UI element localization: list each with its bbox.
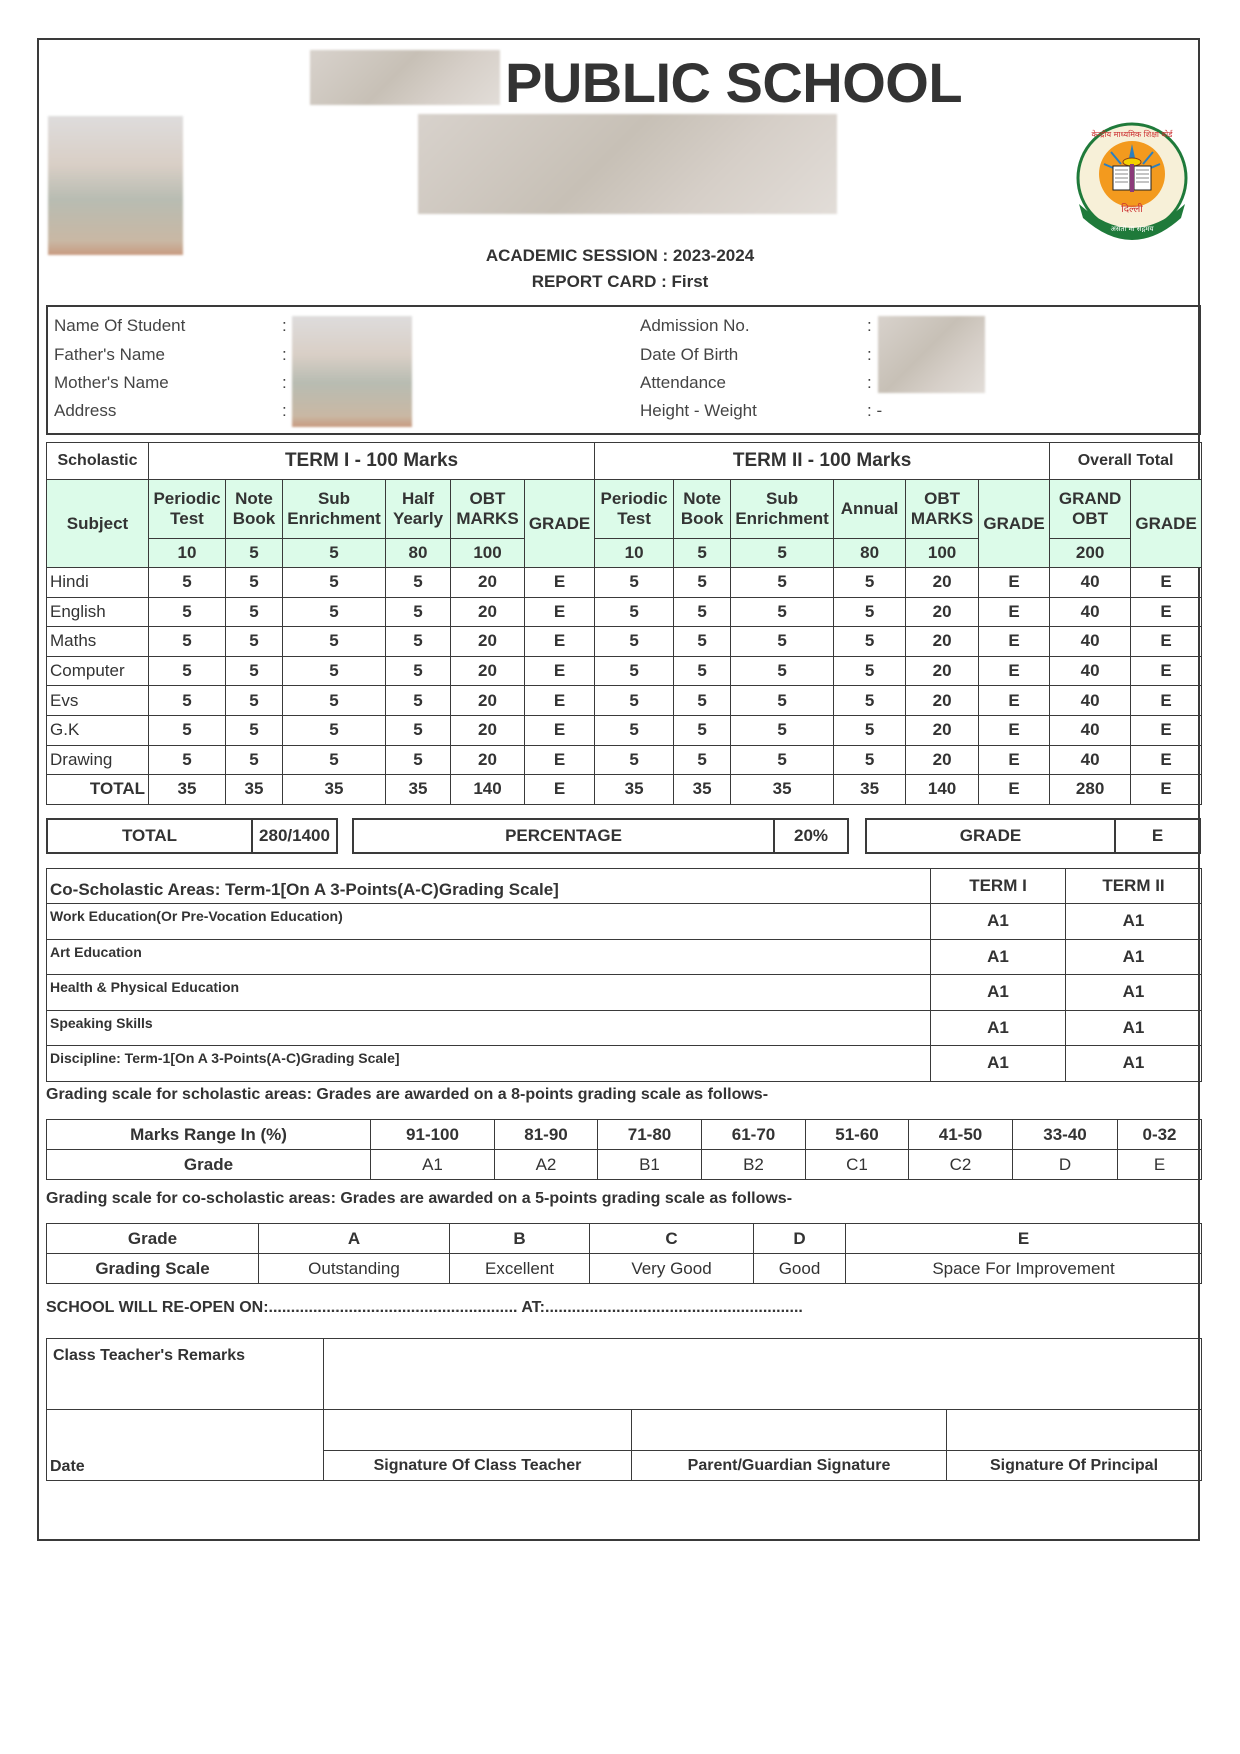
term1-mark: 5 (386, 686, 451, 716)
term1-mark: 5 (226, 627, 283, 657)
co-term2-grade: A1 (1066, 975, 1202, 1011)
co-scale-desc: Outstanding (259, 1254, 450, 1284)
co-area: Art Education (47, 939, 931, 975)
max-marks: 80 (834, 539, 906, 568)
term2-mark: 20 (906, 568, 979, 598)
term1-mark: 5 (149, 686, 226, 716)
subject-cell: English (47, 597, 149, 627)
col-head: Enrichment (735, 509, 829, 528)
term2-mark: 5 (731, 656, 834, 686)
term2-mark: 5 (674, 715, 731, 745)
term1-mark: 5 (283, 656, 386, 686)
term2-mark: 5 (834, 656, 906, 686)
co-scale-desc: Excellent (450, 1254, 590, 1284)
term1-mark: 5 (149, 627, 226, 657)
sep: : (282, 345, 287, 364)
table-row (47, 597, 1202, 627)
term2-mark: 5 (674, 568, 731, 598)
grade-label: GRADE (867, 820, 1116, 852)
svg-text:असतो मा सद्गमय: असतो मा सद्गमय (1110, 225, 1154, 233)
term1-mark: 5 (226, 656, 283, 686)
marks-range: 51-60 (806, 1120, 909, 1150)
subject-cell: Drawing (47, 745, 149, 775)
total-value: 280/1400 (259, 826, 330, 845)
remarks-signature-table (46, 1338, 1202, 1481)
overall-mark: 40 (1050, 597, 1131, 627)
co-scale-desc: Space For Improvement (846, 1254, 1202, 1284)
col-head: Test (617, 509, 651, 528)
scale-grade: C1 (806, 1150, 909, 1180)
term1-mark: 5 (283, 568, 386, 598)
co-scholastic-row (47, 904, 1202, 940)
label-attendance: Attendance (640, 373, 727, 392)
term1-mark: 5 (386, 745, 451, 775)
sep: : (282, 316, 287, 335)
scholastic-table (46, 442, 1202, 805)
marks-range: 41-50 (909, 1120, 1013, 1150)
term1-mark: E (525, 597, 595, 627)
term2-mark: 35 (834, 775, 906, 805)
col-head: Yearly (392, 509, 444, 528)
col-head-annual: Annual (834, 480, 906, 539)
co-area: Work Education(Or Pre-Vocation Education) (47, 904, 931, 940)
term2-mark: 5 (834, 627, 906, 657)
student-details-redacted (292, 316, 412, 427)
col-head: Enrichment (287, 509, 381, 528)
term2-mark: 5 (674, 745, 731, 775)
term1-mark: 5 (226, 745, 283, 775)
col-head: OBT (469, 489, 506, 508)
marks-range: 0-32 (1118, 1120, 1202, 1150)
term2-title: TERM II - 100 Marks (595, 443, 1050, 480)
label-admission-no: Admission No. (640, 316, 750, 335)
term1-grade-header: GRADE (525, 480, 595, 568)
term2-mark: 5 (731, 568, 834, 598)
term2-mark: 5 (595, 627, 674, 657)
academic-session: ACADEMIC SESSION : 2023-2024 (485, 246, 755, 265)
term1-mark: 5 (386, 715, 451, 745)
marks-range-label: Marks Range In (%) (47, 1120, 371, 1150)
term1-mark: 20 (451, 656, 525, 686)
table-row (47, 715, 1202, 745)
scale-grade: C2 (909, 1150, 1013, 1180)
overall-mark: E (1131, 627, 1202, 657)
scale-grade: B2 (702, 1150, 806, 1180)
term2-mark: 5 (595, 656, 674, 686)
term1-mark: 20 (451, 597, 525, 627)
term2-mark: 5 (834, 568, 906, 598)
subject-cell: Hindi (47, 568, 149, 598)
term2-mark: E (979, 656, 1050, 686)
overall-mark: 40 (1050, 745, 1131, 775)
overall-mark: 40 (1050, 568, 1131, 598)
grade-value: E (1151, 826, 1164, 845)
term1-mark: 5 (149, 568, 226, 598)
co-term1-header: TERM I (931, 869, 1066, 904)
col-head: MARKS (910, 509, 974, 528)
school-address-redacted (418, 114, 837, 214)
term2-mark: 5 (674, 597, 731, 627)
col-head: Book (680, 509, 724, 528)
sig-parent-label: Parent/Guardian Signature (632, 1451, 947, 1481)
cbse-emblem-icon (1071, 122, 1193, 246)
table-row (47, 568, 1202, 598)
term1-mark: 20 (451, 627, 525, 657)
overall-mark: 40 (1050, 627, 1131, 657)
co-grade-label: Grade (47, 1224, 259, 1254)
term1-mark: E (525, 568, 595, 598)
overall-mark: 40 (1050, 686, 1131, 716)
overall-mark: E (1131, 745, 1202, 775)
term2-mark: 5 (595, 745, 674, 775)
svg-text:दिल्ली: दिल्ली (1121, 204, 1143, 215)
term2-mark: 5 (731, 597, 834, 627)
label-student-name: Name Of Student (54, 316, 186, 335)
term2-mark: 20 (906, 715, 979, 745)
term2-mark: 5 (731, 745, 834, 775)
co-term2-grade: A1 (1066, 939, 1202, 975)
scale-grade: A1 (371, 1150, 495, 1180)
term2-mark: E (979, 745, 1050, 775)
sig-principal-label: Signature Of Principal (947, 1451, 1202, 1481)
label-height-weight: Height - Weight (640, 401, 757, 420)
remarks-label: Class Teacher's Remarks (47, 1339, 324, 1410)
term1-title: TERM I - 100 Marks (149, 443, 595, 480)
term1-mark: 35 (283, 775, 386, 805)
scholastic-grading-table (46, 1119, 1202, 1180)
marks-range: 61-70 (702, 1120, 806, 1150)
term2-mark: 5 (674, 686, 731, 716)
col-head: GRAND (1058, 489, 1122, 508)
date-label: Date (47, 1410, 324, 1481)
term2-mark: 35 (595, 775, 674, 805)
overall-grade-header: GRADE (1131, 480, 1202, 568)
col-head: Half (401, 489, 435, 508)
term1-mark: 5 (149, 656, 226, 686)
col-head: Sub (317, 489, 351, 508)
col-head: Note (683, 489, 721, 508)
col-head: OBT (1072, 509, 1109, 528)
co-scale-grade: C (590, 1224, 754, 1254)
remarks-field[interactable] (324, 1339, 1202, 1410)
term1-mark: 5 (283, 686, 386, 716)
co-scale-grade: D (754, 1224, 846, 1254)
term2-mark: 20 (906, 597, 979, 627)
percentage-label: PERCENTAGE (354, 820, 775, 852)
co-scale-grade: B (450, 1224, 590, 1254)
col-head: Test (170, 509, 204, 528)
max-marks: 10 (595, 539, 674, 568)
overall-mark: E (1131, 568, 1202, 598)
term1-mark: 5 (386, 568, 451, 598)
co-scale-desc: Very Good (590, 1254, 754, 1284)
report-card-type: REPORT CARD : First (531, 272, 709, 291)
co-term1-grade: A1 (931, 1046, 1066, 1082)
col-head: Note (235, 489, 273, 508)
term1-mark: E (525, 775, 595, 805)
table-row (47, 745, 1202, 775)
term1-mark: 5 (386, 627, 451, 657)
term1-mark: 20 (451, 568, 525, 598)
marks-range: 71-80 (598, 1120, 702, 1150)
term2-mark: E (979, 597, 1050, 627)
svg-text:केन्द्रीय माध्यमिक शिक्षा बोर्: केन्द्रीय माध्यमिक शिक्षा बोर्ड (1091, 130, 1173, 139)
term1-mark: 140 (451, 775, 525, 805)
term2-mark: 20 (906, 686, 979, 716)
co-term1-grade: A1 (931, 904, 1066, 940)
subject-cell: TOTAL (47, 775, 149, 805)
table-row (47, 656, 1202, 686)
co-scholastic-row (47, 975, 1202, 1011)
term1-mark: 5 (283, 597, 386, 627)
co-scale-label: Grading Scale (47, 1254, 259, 1284)
term2-mark: E (979, 715, 1050, 745)
term2-mark: 5 (595, 568, 674, 598)
col-head: MARKS (456, 509, 519, 528)
term2-mark: 5 (595, 715, 674, 745)
col-head: Sub (766, 489, 799, 508)
max-marks: 5 (674, 539, 731, 568)
school-name-redacted (310, 50, 500, 105)
label-address: Address (54, 401, 117, 420)
co-term2-header: TERM II (1066, 869, 1202, 904)
term2-mark: 20 (906, 745, 979, 775)
term1-mark: E (525, 686, 595, 716)
term2-mark: 35 (731, 775, 834, 805)
co-term2-grade: A1 (1066, 1010, 1202, 1046)
total-row (47, 775, 1202, 805)
overall-mark: 280 (1050, 775, 1131, 805)
scholastic-corner: Scholastic (47, 443, 149, 480)
term2-mark: 20 (906, 627, 979, 657)
teacher-signature-field[interactable] (324, 1410, 632, 1451)
term1-mark: 20 (451, 745, 525, 775)
sig-teacher-label: Signature Of Class Teacher (324, 1451, 632, 1481)
max-marks: 5 (283, 539, 386, 568)
term1-mark: 20 (451, 715, 525, 745)
term2-mark: 5 (834, 745, 906, 775)
label-mother-name: Mother's Name (54, 373, 169, 392)
term2-mark: 140 (906, 775, 979, 805)
grade-summary (865, 818, 1201, 854)
co-term2-grade: A1 (1066, 1046, 1202, 1082)
term1-mark: 5 (283, 715, 386, 745)
term2-mark: E (979, 775, 1050, 805)
max-marks: 5 (731, 539, 834, 568)
term1-mark: 35 (386, 775, 451, 805)
sep: : (867, 345, 872, 364)
term1-mark: 5 (226, 686, 283, 716)
scale-grade: B1 (598, 1150, 702, 1180)
co-area: Speaking Skills (47, 1010, 931, 1046)
term2-mark: 5 (674, 627, 731, 657)
subject-cell: Maths (47, 627, 149, 657)
term2-mark: 35 (674, 775, 731, 805)
co-scale-grade: A (259, 1224, 450, 1254)
height-weight-value: : - (867, 401, 883, 420)
term2-mark: 20 (906, 656, 979, 686)
col-head: Periodic (153, 489, 221, 508)
max-marks: 10 (149, 539, 226, 568)
scale-grade: E (1118, 1150, 1202, 1180)
student-photo (48, 116, 183, 255)
term2-mark: 5 (595, 597, 674, 627)
marks-range: 81-90 (495, 1120, 598, 1150)
term2-grade-header: GRADE (979, 480, 1050, 568)
term2-mark: E (979, 568, 1050, 598)
overall-mark: E (1131, 686, 1202, 716)
co-scholastic-row (47, 1046, 1202, 1082)
sep: : (282, 373, 287, 392)
co-scholastic-row (47, 1010, 1202, 1046)
co-scholastic-scale-note: Grading scale for co-scholastic areas: Grades are awarded on a 5-points grading scale as follows- (46, 1190, 793, 1207)
percentage-summary (352, 818, 849, 854)
co-area: Discipline: Term-1[On A 3-Points(A-C)Grading Scale] (47, 1046, 931, 1082)
term1-mark: E (525, 715, 595, 745)
term2-mark: 5 (834, 597, 906, 627)
max-marks: 80 (386, 539, 451, 568)
term1-mark: 5 (149, 597, 226, 627)
term1-mark: 5 (226, 715, 283, 745)
term2-mark: 5 (731, 715, 834, 745)
term1-mark: 5 (386, 656, 451, 686)
term2-mark: 5 (834, 686, 906, 716)
principal-signature-field[interactable] (947, 1410, 1202, 1451)
overall-mark: E (1131, 597, 1202, 627)
overall-mark: 40 (1050, 656, 1131, 686)
marks-range: 91-100 (371, 1120, 495, 1150)
total-summary (46, 818, 338, 854)
term1-mark: E (525, 745, 595, 775)
scale-grade: D (1013, 1150, 1118, 1180)
co-scholastic-table (46, 868, 1202, 1082)
max-marks: 100 (451, 539, 525, 568)
marks-range: 33-40 (1013, 1120, 1118, 1150)
term1-mark: 20 (451, 686, 525, 716)
term1-mark: 5 (283, 745, 386, 775)
grade-row-label: Grade (47, 1150, 371, 1180)
col-head: OBT (924, 489, 961, 508)
term1-mark: 5 (386, 597, 451, 627)
col-head: Book (232, 509, 276, 528)
max-marks: 200 (1050, 539, 1131, 568)
co-term1-grade: A1 (931, 1010, 1066, 1046)
co-term1-grade: A1 (931, 975, 1066, 1011)
sep: : (867, 316, 872, 335)
subject-cell: Evs (47, 686, 149, 716)
table-row (47, 686, 1202, 716)
co-scholastic-row (47, 939, 1202, 975)
term1-mark: 35 (226, 775, 283, 805)
term1-mark: 5 (283, 627, 386, 657)
table-row (47, 627, 1202, 657)
reopen-line: SCHOOL WILL RE-OPEN ON:........................................................ AT:.......................................................... (46, 1299, 803, 1316)
term2-mark: 5 (595, 686, 674, 716)
co-scholastic-title: Co-Scholastic Areas: Term-1[On A 3-Points(A-C)Grading Scale] (47, 869, 931, 904)
co-scholastic-grading-table (46, 1223, 1202, 1284)
overall-mark: E (1131, 775, 1202, 805)
term1-mark: E (525, 627, 595, 657)
admission-details-redacted (878, 316, 985, 393)
term2-mark: 5 (834, 715, 906, 745)
term2-mark: 5 (731, 686, 834, 716)
subject-header: Subject (47, 480, 149, 568)
max-marks: 100 (906, 539, 979, 568)
co-term1-grade: A1 (931, 939, 1066, 975)
term1-mark: 5 (226, 568, 283, 598)
co-scale-grade: E (846, 1224, 1202, 1254)
co-term2-grade: A1 (1066, 904, 1202, 940)
school-title: PUBLIC SCHOOL (505, 51, 963, 114)
sep: : (867, 373, 872, 392)
label-father-name: Father's Name (54, 345, 165, 364)
co-scale-desc: Good (754, 1254, 846, 1284)
scholastic-scale-note: Grading scale for scholastic areas: Grades are awarded on a 8-points grading scale as follows- (46, 1086, 769, 1103)
term1-mark: 5 (149, 715, 226, 745)
percentage-value: 20% (793, 826, 829, 845)
student-info-box (46, 305, 1201, 435)
parent-signature-field[interactable] (632, 1410, 947, 1451)
term2-mark: E (979, 686, 1050, 716)
term2-mark: E (979, 627, 1050, 657)
term1-mark: 5 (226, 597, 283, 627)
label-dob: Date Of Birth (640, 345, 739, 364)
overall-title: Overall Total (1050, 443, 1202, 480)
subject-cell: G.K (47, 715, 149, 745)
overall-mark: E (1131, 656, 1202, 686)
term1-mark: 35 (149, 775, 226, 805)
max-marks: 5 (226, 539, 283, 568)
co-area: Health & Physical Education (47, 975, 931, 1011)
scale-grade: A2 (495, 1150, 598, 1180)
overall-mark: 40 (1050, 715, 1131, 745)
total-label: TOTAL (48, 820, 253, 852)
term1-mark: E (525, 656, 595, 686)
term1-mark: 5 (149, 745, 226, 775)
sep: : (282, 401, 287, 420)
col-head: Periodic (600, 489, 668, 508)
term2-mark: 5 (674, 656, 731, 686)
term2-mark: 5 (731, 627, 834, 657)
subject-cell: Computer (47, 656, 149, 686)
overall-mark: E (1131, 715, 1202, 745)
